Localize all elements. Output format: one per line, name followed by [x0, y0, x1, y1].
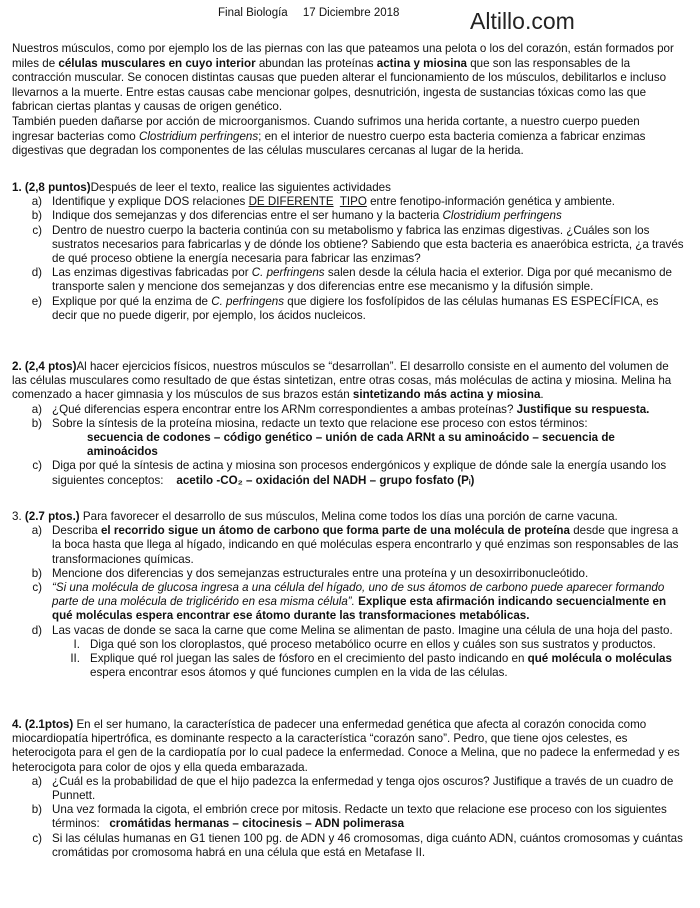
- exam-title: Final Biología: [218, 7, 288, 19]
- question-2b-terms: secuencia de codones – código genético – unión de cada ARNt a su aminoácido – secuencia de aminoácidos: [87, 431, 615, 459]
- question-3d-i: I. Diga qué son los cloroplastos, qué proceso metabólico ocurre en ellos y cuáles son sus sustratos y productos.: [73, 637, 656, 651]
- intro-paragraph-1: Nuestros músculos, como por ejemplo los de las piernas con las que pateamos una pelota o los del corazón, están formados por miles de células musculares en cuyo interior abundan las proteínas actina y miosina que son las responsables de la contracción muscular. Se conocen distintas causas que pueden alterar el funcionamiento de los músculos, debilitarlos e incluso llevarnos a la muerte. Entre estas causas cabe mencionar golpes, desnutrición, ingesta de sustancias tóxicas como las que fabrican ciertas plantas y causas de origen genético.: [12, 42, 674, 114]
- question-1: [12, 181, 684, 323]
- question-1-title: 1. (2,8 puntos)Después de leer el texto, realice las siguientes actividades: [12, 181, 391, 194]
- question-1c: c) Dentro de nuestro cuerpo la bacteria continúa con su metabolismo y fabrica las enzimas digestivas. ¿Cuáles son los sustratos necesarios para fabricarlas y de dónde los obtiene? Sabiendo que esta bacteria es anaeróbica estricta, ¿a través de qué proceso obtiene la energía necesaria para fabricar las enzimas?: [32, 223, 684, 266]
- question-4b: b) Una vez formada la cigota, el embrión crece por mitosis. Redacte un texto que relacione ese proceso con los siguientes términos: cromátidas hermanas – citocinesis – ADN polimerasa: [31, 803, 667, 831]
- question-3d-ii: II. Explique qué rol juegan las sales de fósforo en el crecimiento del pasto indicando en qué molécula o moléculas espera encontrar esos átomos y qué funciones cumplen en la vida de las células.: [70, 652, 672, 680]
- question-2a: a) ¿Qué diferencias espera encontrar entre los ARNm correspondientes a ambas proteínas? Justifique su respuesta.: [31, 402, 650, 416]
- question-1d: d) Las enzimas digestivas fabricadas por C. perfringens salen desde la célula hacia el exterior. Diga por qué mecanismo de transporte salen y mencione dos semejanzas y dos diferencias entre ese mecanismo y la difusión simple.: [31, 266, 672, 294]
- question-3b: b) Mencione dos diferencias y dos semejanzas estructurales entre una proteína y un desoxirribonucleótido.: [31, 566, 589, 580]
- question-1e: e) Explique por qué la enzima de C. perfringens que digiere los fosfolípidos de las células humanas ES ESPECÍFICA, es decir que no puede digerir, por ejemplo, los ácidos nucleicos.: [31, 294, 659, 322]
- intro-paragraph-2: También pueden dañarse por acción de microorganismos. Cuando sufrimos una herida cortante, a nuestro cuerpo pueden ingresar bacterias como Clostridium perfringens; en el interior de nuestro cuerpo esta bacteria comienza a fabricar enzimas digestivas que degradan los componentes de las células musculares cercanas al lugar de la herida.: [12, 114, 646, 158]
- exam-date: 17 Diciembre 2018: [302, 7, 400, 19]
- question-2-title: 2. (2,4 ptos)Al hacer ejercicios físicos, nuestros músculos se “desarrollan”. El desarrollo consiste en el aumento del volumen de las células musculares como resultado de que éstas sintetizan, entre otras cosas, más moléculas de actina y miosina. Melina ha comenzado a hacer gimnasia y los músculos de sus brazos están sintetizando más actina y miosina.: [12, 360, 672, 402]
- question-2b: b) Sobre la síntesis de la proteína miosina, redacte un texto que relacione ese proceso con estos términos: secuencia de codones – código genético – unión de cada ARNt a su aminoácido – secuencia de aminoácidos: [12, 417, 684, 460]
- question-2c-terms: acetilo -CO₂ – oxidación del NADH – grupo fosfato (Pᵢ): [176, 473, 475, 487]
- question-4: [12, 718, 684, 860]
- question-4c: c) Si las células humanas en G1 tienen 100 pg. de ADN y 46 cromosomas, diga cuánto ADN, cuántos cromosomas y cuántas cromátidas por cromosoma habrá en una célula que está en Metafase II.: [32, 831, 683, 859]
- question-2c: c) Diga por qué la síntesis de actina y miosina son procesos endergónicos y explique de dónde sale la energía usando los siguientes conceptos: acetilo -CO₂ – oxidación del NADH – grupo fosfato (Pᵢ): [32, 459, 667, 487]
- question-3c: c) “Si una molécula de glucosa ingresa a una célula del hígado, uno de sus átomos de carbono puede aparecer formando parte de una molécula de triglicérido en esa misma célula”. Explique esta afirmación indicando secuencialmente en qué moléculas espera encontrar ese átomo durante las transformaciones metabólicas.: [32, 581, 667, 623]
- question-1a: a) Identifique y explique DOS relaciones DE DIFERENTE TIPO entre fenotipo-información genética y ambiente.: [31, 195, 616, 209]
- question-4b-terms: cromátidas hermanas – citocinesis – ADN polimerasa: [109, 817, 405, 831]
- question-3a: a) Describa el recorrido sigue un átomo de carbono que forma parte de una molécula de proteína desde que ingresa a la boca hasta que llega al hígado, indicando en qué moléculas espera encontrarlo y qué enzimas son responsables de las transformaciones químicas.: [31, 524, 679, 566]
- watermark: Altillo.com: [470, 8, 575, 34]
- question-2: [12, 360, 684, 488]
- exam-header: [218, 7, 411, 19]
- question-3-title: 3. (2.7 ptos.) Para favorecer el desarrollo de sus músculos, Melina come todos los días una porción de carne vacuna.: [12, 510, 618, 523]
- question-3d: d) Las vacas de donde se saca la carne que come Melina se alimentan de pasto. Imagine una célula de una hoja del pasto.: [31, 623, 673, 637]
- intro-text: [12, 42, 684, 159]
- question-4a: a) ¿Cuál es la probabilidad de que el hijo padezca la enfermedad y tenga ojos oscuros? Justifique a través de un cuadro de Punnett.: [31, 774, 674, 803]
- question-4-title: 4. (2.1ptos) En el ser humano, la característica de padecer una enfermedad genética que afecta al corazón conocida como miocardiopatía hipertrófica, es dominante respecto a la característica “corazón sano”. Pedro, que tiene ojos celestes, es heterocigota para el gen de la cardiopatía por lo cual padece la enfermedad. Conoce a Melina, que no padece la enfermedad y es heterocigota para color de ojos y ella queda embarazada.: [12, 718, 680, 774]
- question-3: [12, 510, 684, 680]
- question-1b: b) Indique dos semejanzas y dos diferencias entre el ser humano y la bacteria Clostridium perfringens: [31, 209, 562, 223]
